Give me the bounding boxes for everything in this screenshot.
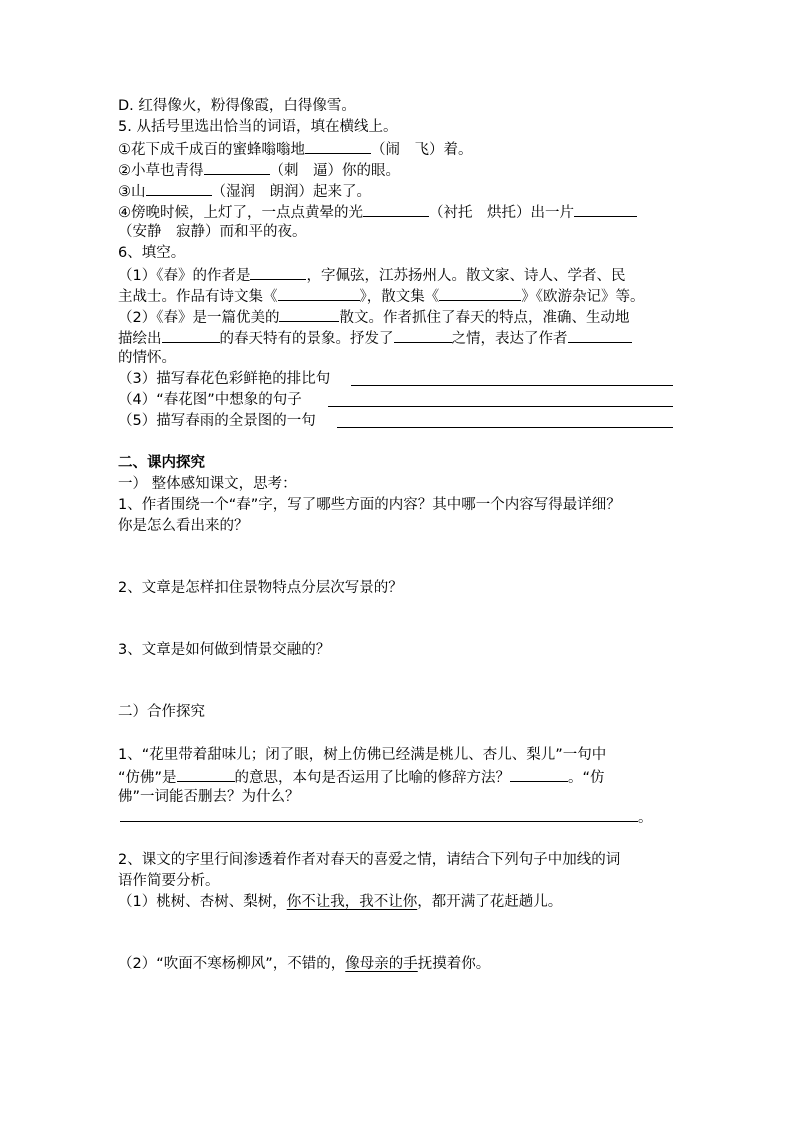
answer-line[interactable]: [351, 370, 673, 386]
cooperative-question-2-cont: 语作简要分析。: [118, 873, 220, 889]
subsection-1-heading: 一） 整体感知课文，思考：: [118, 476, 297, 492]
q6-item-3: （3）描写春花色彩鲜艳的排比句: [118, 371, 331, 387]
cooperative-question-1-cont: “仿佛”是 的意思，本句是否运用了比喻的修辞方法？ 。“仿: [118, 766, 605, 787]
q6-item-4: （4）“春花图”中想象的句子: [118, 392, 302, 408]
q6-item-2-cont: 描绘出 的春天特有的景象。抒发了 之情，表达了作者: [118, 327, 632, 348]
blank[interactable]: [146, 180, 212, 196]
underlined-phrase: 像母亲的手: [345, 956, 418, 972]
section-2-heading: 二、课内探究: [118, 455, 205, 471]
answer-line[interactable]: [337, 412, 673, 428]
q6-item-1-cont: 主战士。作品有诗文集《 》，散文集《 》《欧游杂记》等。: [118, 285, 645, 306]
q5-item-4: ④傍晚时候，上灯了，一点点黄晕的光 （衬托 烘托）出一片: [118, 201, 637, 222]
blank[interactable]: [568, 327, 632, 343]
q5-item-4-cont: （安静 寂静）而和平的夜。: [118, 224, 307, 240]
subsection-2-heading: 二）合作探究: [118, 704, 205, 720]
question-2: 2、文章是怎样扣住景物特点分层次写景的？: [118, 580, 403, 596]
blank[interactable]: [250, 264, 306, 280]
blank[interactable]: [177, 766, 235, 782]
blank[interactable]: [363, 201, 429, 217]
example-sentence-2: （2）“吹面不寒杨柳风”，不错的，像母亲的手抚摸着你。: [118, 956, 491, 972]
blank[interactable]: [278, 285, 360, 301]
blank[interactable]: [204, 159, 270, 175]
blank[interactable]: [162, 327, 220, 343]
answer-line[interactable]: [120, 806, 638, 822]
blank[interactable]: [279, 306, 339, 322]
q5-item-2: ②小草也青得 （刺 逼）你的眼。: [118, 159, 400, 180]
cooperative-question-1: 1、“花里带着甜味儿；闭了眼，树上仿佛已经满是桃儿、杏儿、梨儿”一句中: [118, 747, 607, 763]
question-1-cont: 你是怎么看出来的？: [118, 518, 249, 534]
cooperative-question-2: 2、课文的字里行间渗透着作者对春天的喜爱之情，请结合下列句子中加线的词: [118, 852, 621, 868]
option-d-line: D. 红得像火，粉得像霞，白得像雪。: [118, 98, 356, 114]
q6-item-1: （1）《春》的作者是 ，字佩弦，江苏扬州人。散文家、诗人、学者、民: [118, 264, 625, 285]
q6-item-2: （2）《春》是一篇优美的 散文。作者抓住了春天的特点，准确、生动地: [118, 306, 629, 327]
cooperative-question-1-end: 佛”一词能否删去？为什么？: [118, 789, 300, 805]
underlined-phrase: 你不让我，我不让你: [286, 894, 418, 910]
blank[interactable]: [439, 285, 521, 301]
question-1: 1、作者围绕一个“春”字，写了哪些方面的内容？其中哪一个内容写得最详细？: [118, 497, 621, 513]
question-3: 3、文章是如何做到情景交融的？: [118, 642, 331, 658]
blank[interactable]: [574, 201, 637, 217]
blank[interactable]: [510, 766, 568, 782]
period: 。: [638, 810, 653, 826]
answer-line[interactable]: [328, 391, 673, 407]
q5-item-3: ③山 （湿润 朗润）起来了。: [118, 180, 371, 201]
question-5-heading: 5. 从括号里选出恰当的词语，填在横线上。: [118, 119, 398, 135]
question-6-heading: 6、填空。: [118, 245, 186, 261]
q6-item-5: （5）描写春雨的全景图的一句: [118, 413, 316, 429]
blank[interactable]: [394, 327, 452, 343]
blank[interactable]: [305, 138, 371, 154]
q5-item-1: ①花下成千成百的蜜蜂嗡嗡地 （闹 飞）着。: [118, 138, 473, 159]
q6-item-2-end: 的情怀。: [118, 350, 176, 366]
example-sentence-1: （1）桃树、杏树、梨树，你不让我，我不让你，都开满了花赶趟儿。: [118, 894, 563, 910]
